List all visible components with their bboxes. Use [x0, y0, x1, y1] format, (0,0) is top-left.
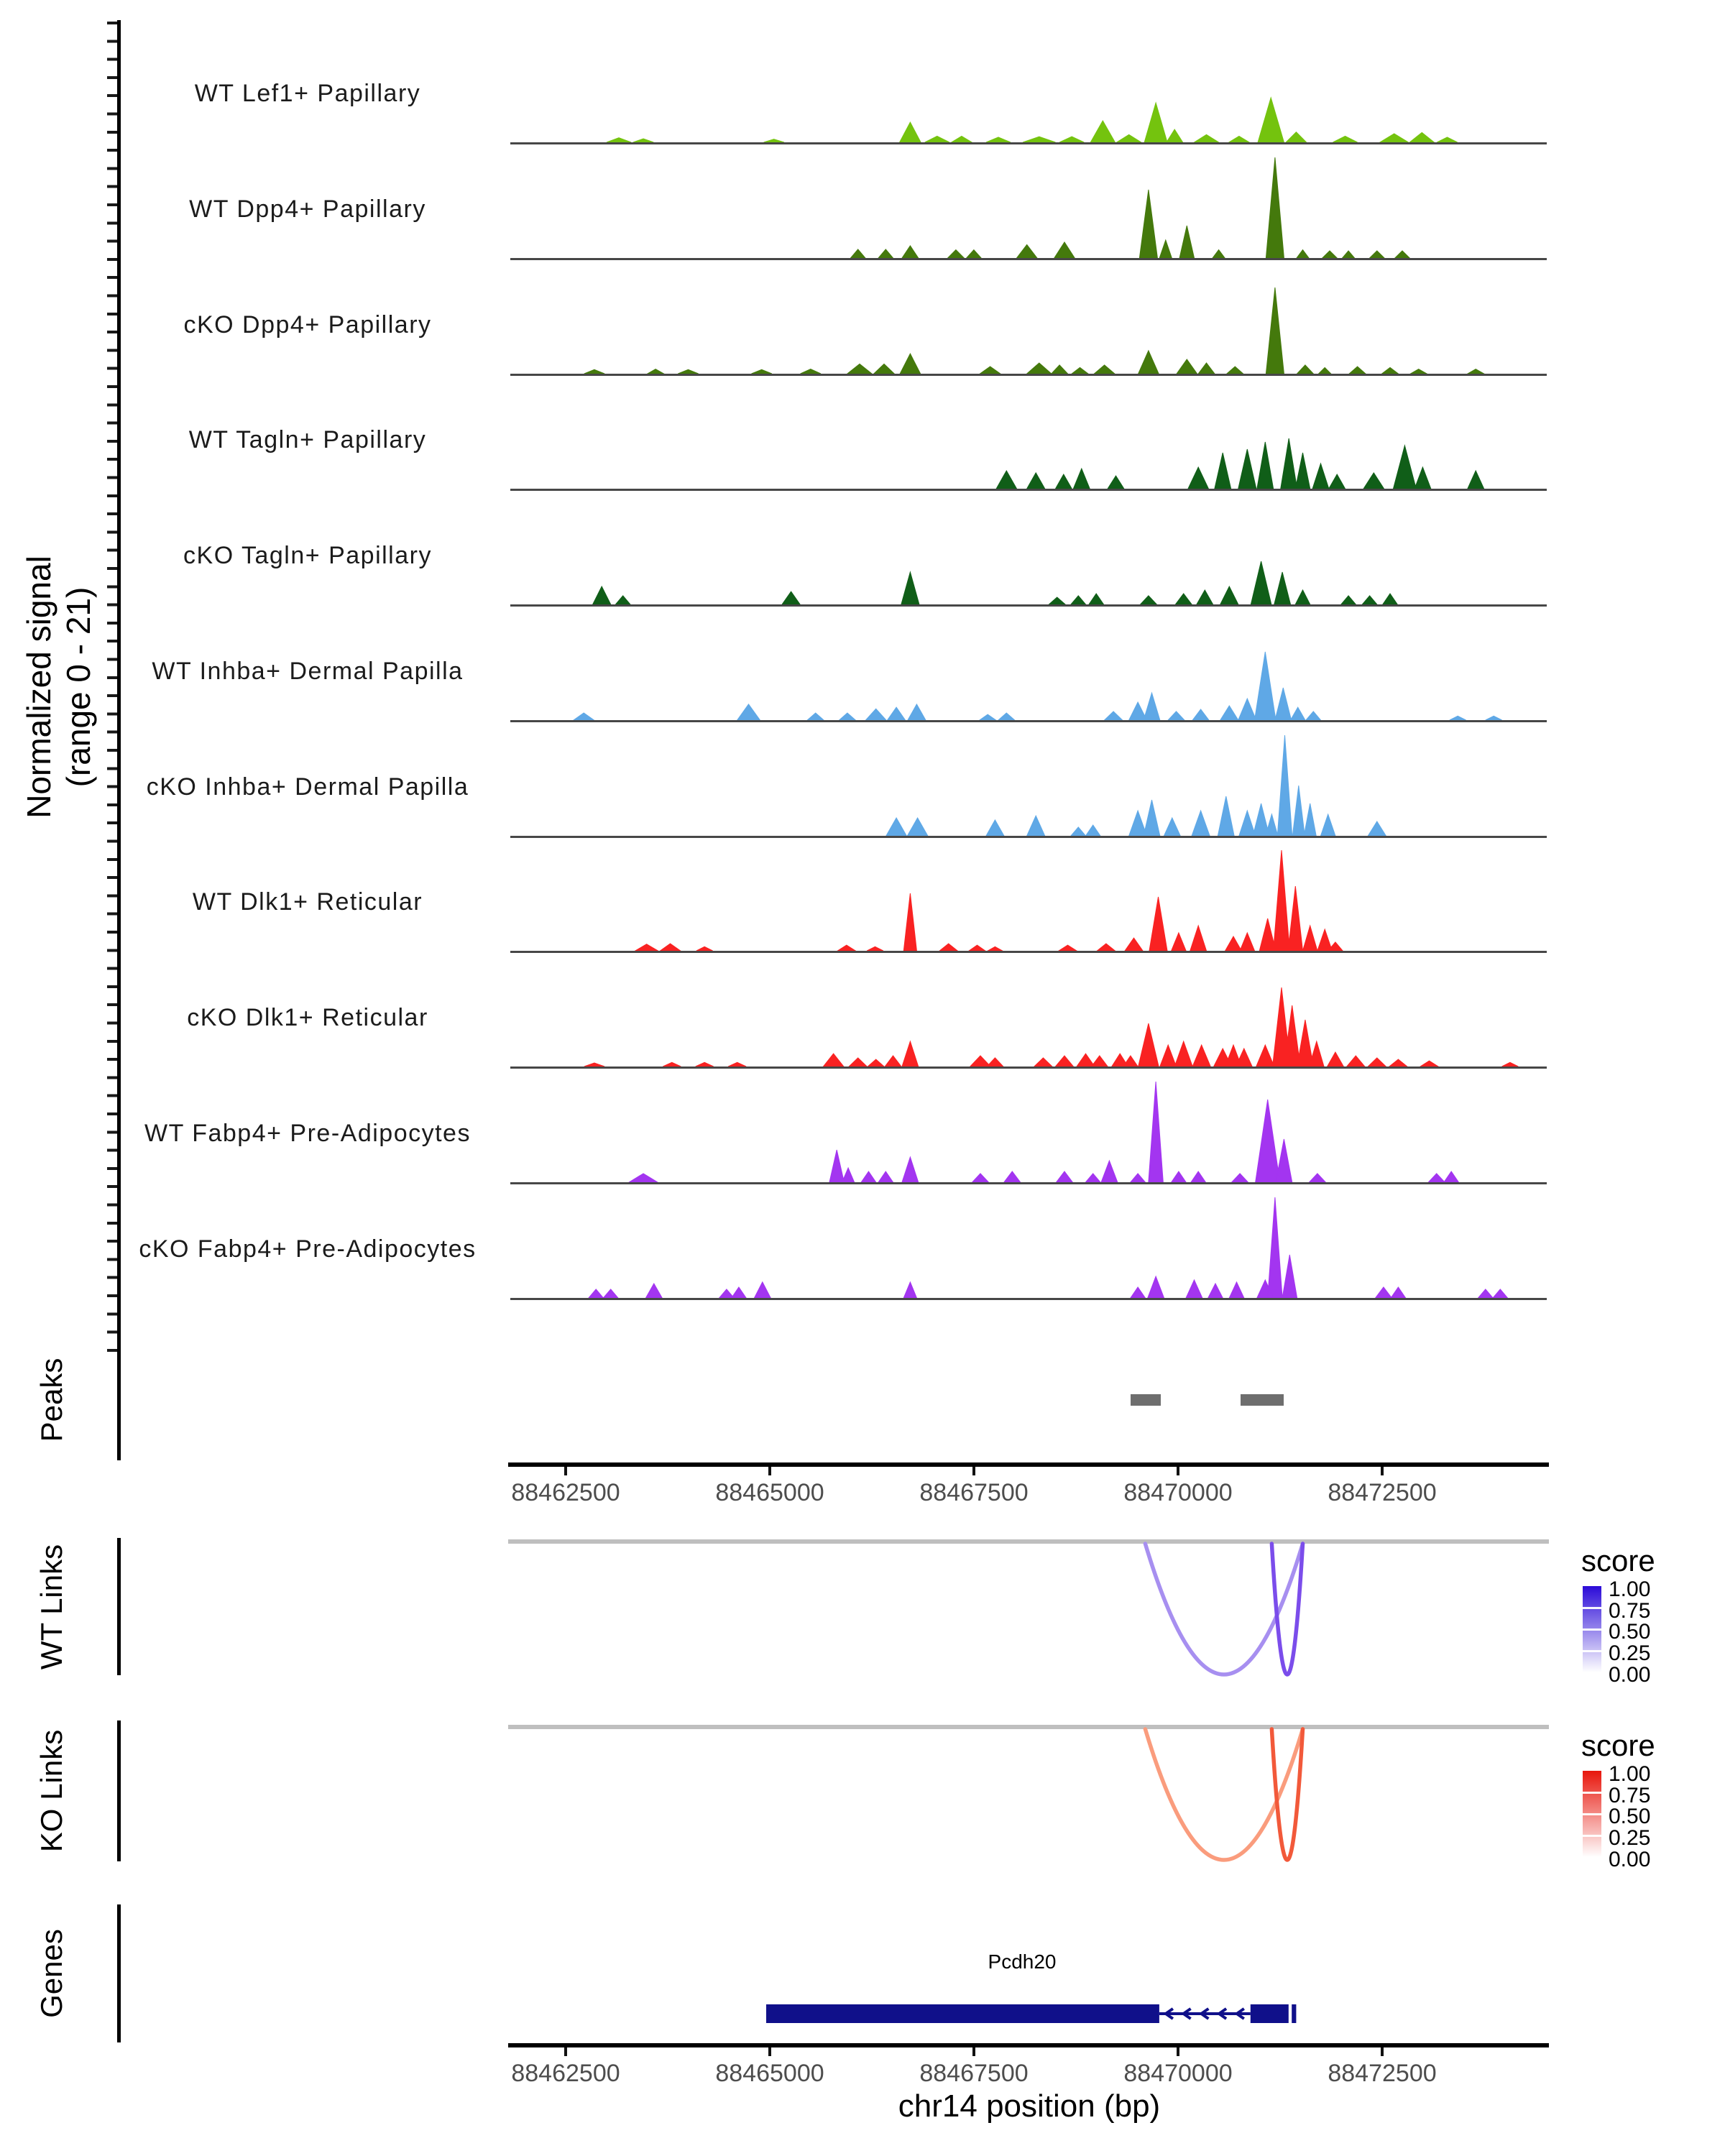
signal-area [589, 1197, 1508, 1298]
gene-model [510, 1992, 1547, 2035]
ko-colorbar-tick-050 [1583, 1813, 1601, 1815]
peaks-bracket [117, 1340, 121, 1460]
track-label-wt-tagln: WT Tagln+ Papillary [188, 426, 427, 453]
ko-colorbar-tick-025 [1583, 1835, 1601, 1837]
track-baseline-3 [510, 489, 1547, 491]
wt-colorbar-tick-050 [1583, 1628, 1601, 1631]
ko-score-legend-title: score [1581, 1728, 1655, 1762]
signal-area [593, 561, 1398, 604]
bottom-x-tick-mark-2 [972, 2047, 975, 2056]
signal-track-4 [510, 497, 1547, 604]
signal-track-10 [510, 1190, 1547, 1298]
signal-track-2 [510, 266, 1547, 374]
genes-section-label: Genes [34, 1929, 68, 2018]
bottom-x-tick-label-4: 88470000 [1123, 2060, 1233, 2087]
peak-region-1 [1241, 1394, 1284, 1406]
track-baseline-4 [510, 604, 1547, 607]
wt-score-tick-075: 0.75 [1609, 1599, 1651, 1623]
ko-link-arc-0 [1145, 1729, 1302, 1860]
upper-x-tick-mark-1 [768, 1467, 771, 1475]
bottom-x-tick-label-1: 88462500 [511, 2060, 620, 2087]
signal-area [886, 735, 1386, 836]
signal-track-1 [510, 150, 1547, 258]
track-baseline-6 [510, 836, 1547, 838]
ko-score-tick-050: 0.50 [1609, 1805, 1651, 1828]
signal-track-8 [510, 959, 1547, 1067]
signal-area [851, 157, 1410, 258]
signal-track-7 [510, 843, 1547, 951]
upper-x-tick-mark-3 [1177, 1467, 1179, 1475]
signal-area [996, 438, 1484, 489]
upper-x-tick-mark-0 [564, 1467, 567, 1475]
wt-score-tick-000: 0.00 [1609, 1663, 1651, 1687]
y-axis-title-line2: (range 0 - 21) [60, 586, 97, 788]
track-baseline-8 [510, 1067, 1547, 1069]
signal-area [629, 1082, 1458, 1182]
track-baseline-7 [510, 951, 1547, 953]
bottom-x-tick-label-3: 88467500 [919, 2060, 1029, 2087]
track-label-wt-fabp4: WT Fabp4+ Pre-Adipocytes [144, 1120, 471, 1147]
gene-name-label: Pcdh20 [988, 1950, 1057, 1973]
signal-track-5 [510, 612, 1547, 720]
bottom-x-tick-mark-4 [1381, 2047, 1384, 2056]
ko-links-bracket [117, 1720, 121, 1861]
upper-x-tick-mark-4 [1381, 1467, 1384, 1475]
track-label-cko-dpp4: cKO Dpp4+ Papillary [183, 311, 432, 338]
ko-score-tick-025: 0.25 [1609, 1826, 1651, 1850]
wt-score-tick-025: 0.25 [1609, 1641, 1651, 1665]
peaks-section-label: Peaks [34, 1358, 68, 1442]
track-label-wt-lef1: WT Lef1+ Papillary [194, 80, 421, 107]
ko-colorbar-tick-075 [1583, 1792, 1601, 1794]
signal-area [635, 850, 1343, 951]
ko-score-tick-000: 0.00 [1609, 1848, 1651, 1871]
wt-colorbar-tick-025 [1583, 1650, 1601, 1652]
ko-links-section-label: KO Links [34, 1729, 68, 1853]
wt-links-bracket [117, 1538, 121, 1675]
gene-end-tick [1292, 2004, 1296, 2023]
bottom-x-tick-mark-3 [1177, 2047, 1179, 2056]
track-label-cko-dlk1: cKO Dlk1+ Reticular [187, 1004, 428, 1031]
upper-x-axis-line [508, 1462, 1549, 1467]
wt-score-legend-title: score [1581, 1544, 1655, 1577]
bottom-x-tick-mark-0 [564, 2047, 567, 2056]
track-baseline-9 [510, 1182, 1547, 1184]
wt-colorbar-tick-075 [1583, 1607, 1601, 1609]
track-baseline-5 [510, 720, 1547, 722]
gene-exon2 [1251, 2004, 1289, 2023]
gene-body-exon [766, 2004, 1159, 2023]
ko-score-tick-100: 1.00 [1609, 1762, 1651, 1786]
signal-track-0 [510, 34, 1547, 142]
x-axis-title: chr14 position (bp) [898, 2088, 1161, 2124]
track-baseline-10 [510, 1298, 1547, 1300]
wt-link-arcs [510, 1544, 1547, 1684]
track-label-cko-inhba: cKO Inhba+ Dermal Papilla [146, 773, 469, 801]
wt-score-tick-050: 0.50 [1609, 1620, 1651, 1644]
bottom-x-tick-label-2: 88465000 [715, 2060, 824, 2087]
signal-track-9 [510, 1074, 1547, 1182]
track-baseline-1 [510, 258, 1547, 260]
ko-score-tick-075: 0.75 [1609, 1784, 1651, 1807]
y-axis-title-line1: Normalized signal [19, 556, 58, 819]
ko-link-arcs [510, 1729, 1547, 1869]
genes-bracket [117, 1904, 121, 2042]
upper-x-tick-label-4: 88470000 [1123, 1479, 1233, 1506]
bottom-x-tick-label-5: 88472500 [1328, 2060, 1437, 2087]
upper-x-tick-mark-2 [972, 1467, 975, 1475]
signal-track-6 [510, 728, 1547, 836]
wt-links-section-label: WT Links [34, 1544, 68, 1670]
upper-x-tick-label-5: 88472500 [1328, 1479, 1437, 1506]
wt-link-arc-0 [1145, 1544, 1302, 1674]
track-label-wt-dpp4: WT Dpp4+ Papillary [189, 195, 426, 223]
upper-x-tick-label-2: 88465000 [715, 1479, 824, 1506]
track-label-wt-dlk1: WT Dlk1+ Reticular [192, 888, 423, 916]
track-baseline-0 [510, 142, 1547, 144]
signal-area [607, 98, 1458, 142]
signal-area [574, 652, 1502, 720]
bottom-x-tick-mark-1 [768, 2047, 771, 2056]
track-baseline-2 [510, 374, 1547, 376]
signal-area [584, 287, 1484, 374]
upper-x-tick-label-3: 88467500 [919, 1479, 1029, 1506]
track-label-cko-fabp4: cKO Fabp4+ Pre-Adipocytes [139, 1235, 477, 1263]
bottom-x-axis-line [508, 2043, 1549, 2047]
wt-score-tick-100: 1.00 [1609, 1577, 1651, 1601]
track-label-wt-inhba: WT Inhba+ Dermal Papilla [152, 658, 464, 685]
upper-x-tick-label-1: 88462500 [511, 1479, 620, 1506]
track-label-cko-tagln: cKO Tagln+ Papillary [183, 542, 432, 569]
signal-track-3 [510, 381, 1547, 489]
signal-area [584, 987, 1519, 1067]
peak-region-0 [1131, 1394, 1161, 1406]
